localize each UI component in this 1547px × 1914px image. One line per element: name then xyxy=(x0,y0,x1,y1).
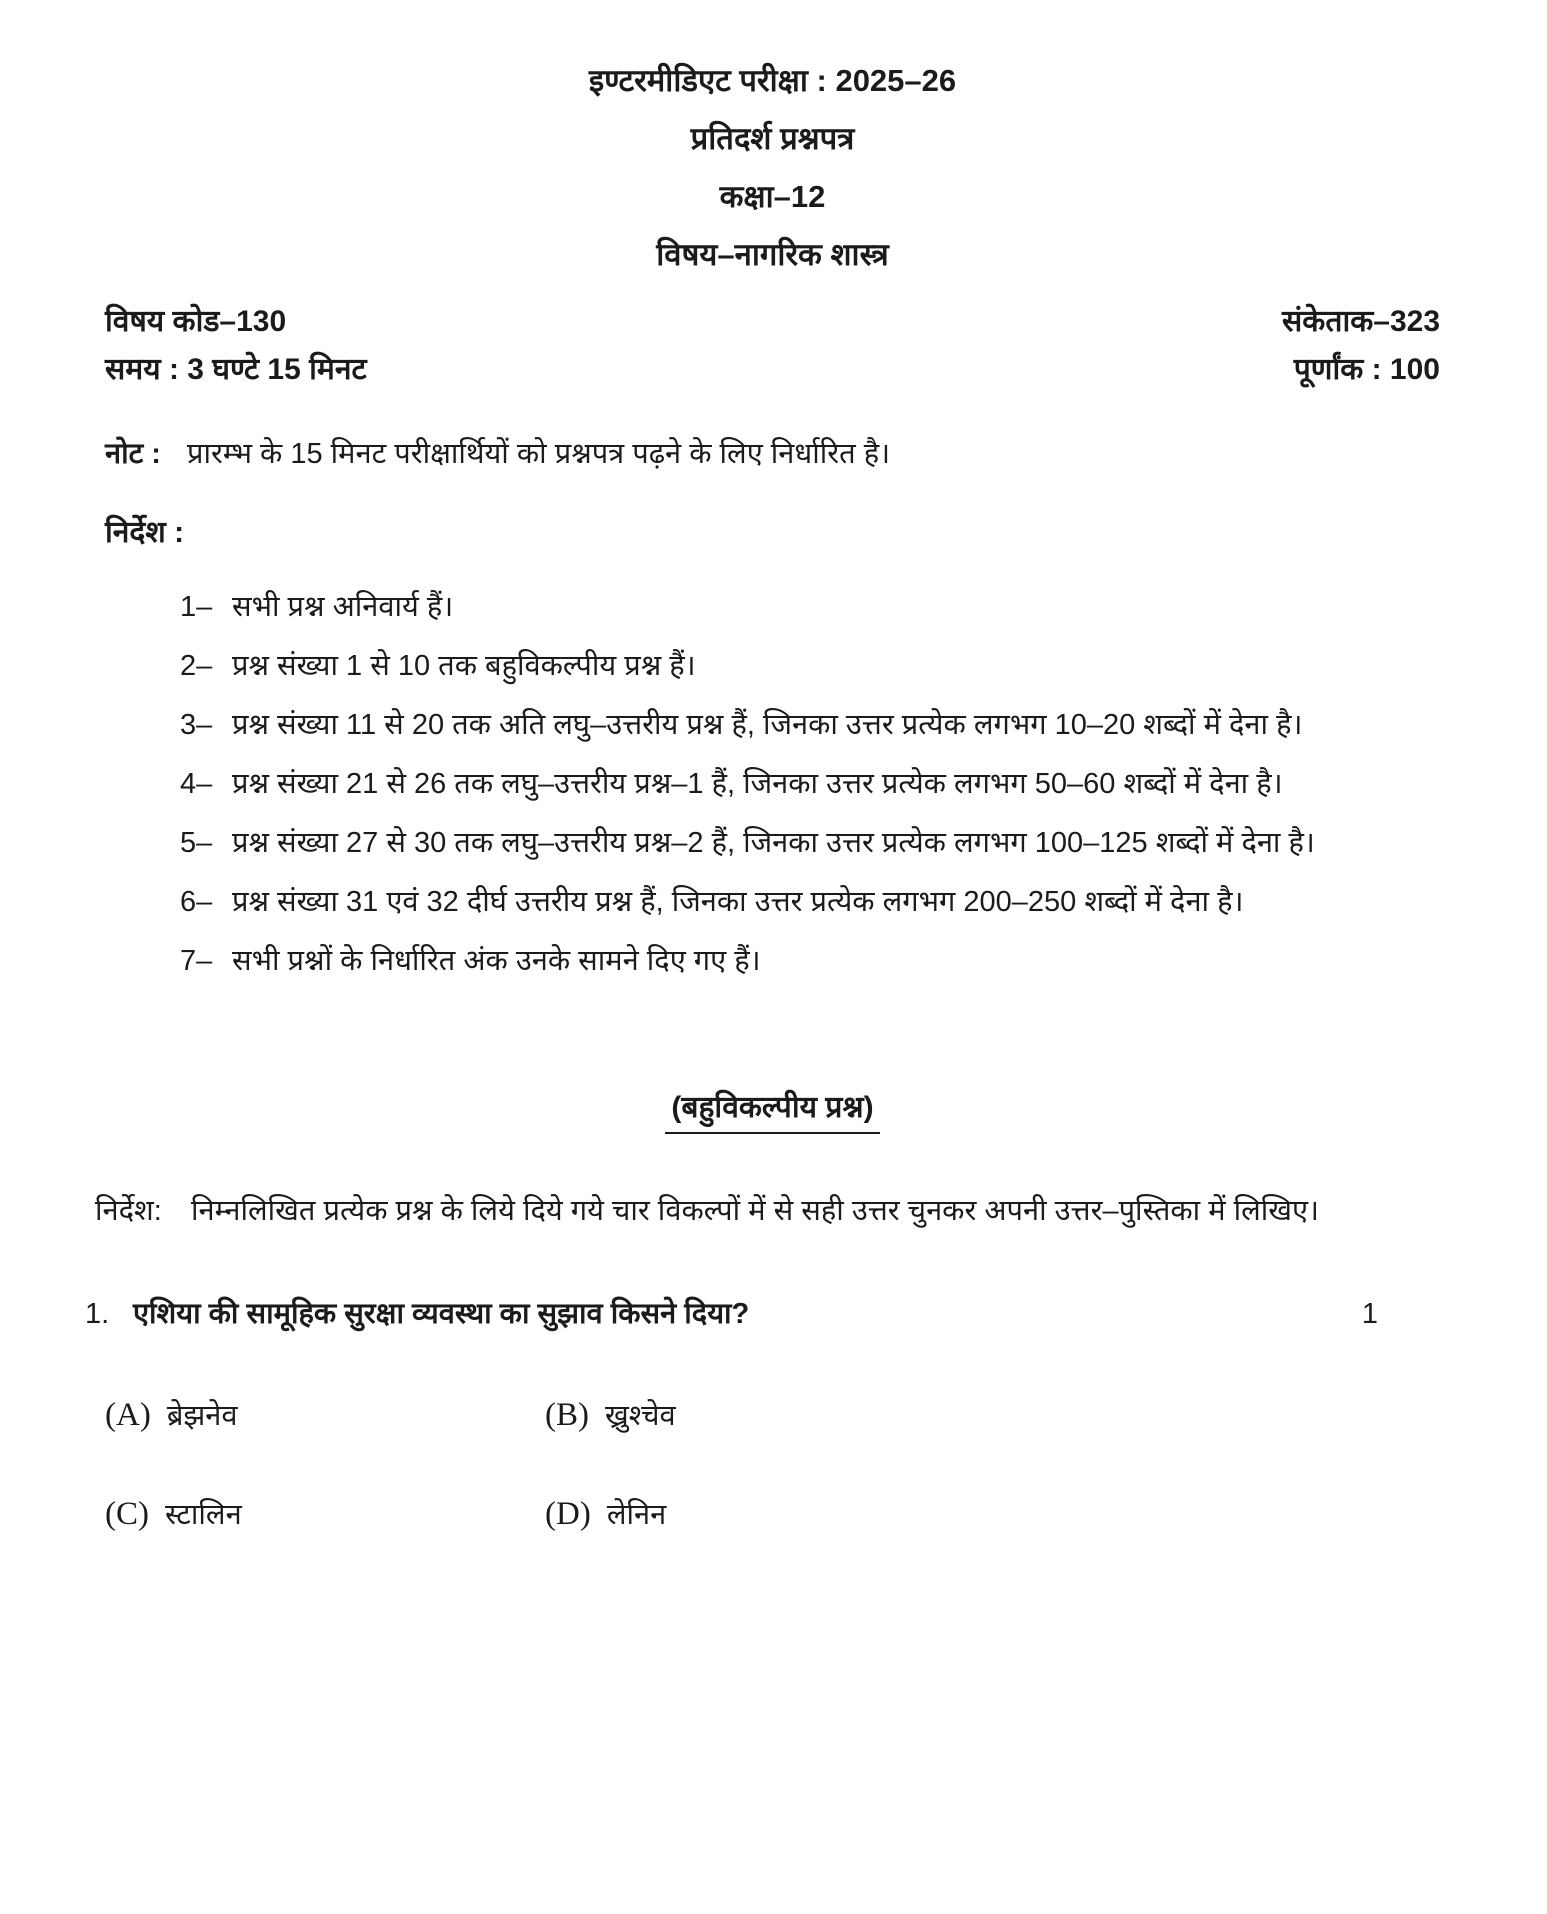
max-marks: पूर्णांक : 100 xyxy=(1293,353,1440,386)
option-c-text: स्टालिन xyxy=(165,1499,242,1531)
option-c xyxy=(105,1491,545,1538)
instruction-item xyxy=(180,638,1438,694)
instruction-item xyxy=(180,697,1438,753)
instruction-number: 3– xyxy=(180,709,213,741)
meta-block xyxy=(105,298,1440,394)
instruction-text: प्रश्न संख्या 21 से 26 तक लघु–उत्तरीय प्रश्न–1 हैं, जिनका उत्तर प्रत्येक लगभग 50–60 शब्दों में देना है। xyxy=(232,768,1283,800)
option-d-label: (D) xyxy=(545,1496,591,1532)
question-text: एशिया की सामूहिक सुरक्षा व्यवस्था का सुझाव किसने दिया? xyxy=(133,1298,750,1330)
instruction-number: 2– xyxy=(180,650,213,682)
mcq-direction xyxy=(95,1182,1440,1240)
instruction-number: 4– xyxy=(180,768,213,800)
question-1 xyxy=(85,1292,1440,1336)
mcq-direction-label: निर्देश: xyxy=(95,1195,162,1227)
question-number: 1. xyxy=(85,1298,110,1330)
instruction-text: प्रश्न संख्या 1 से 10 तक बहुविकल्पीय प्रश्न हैं। xyxy=(232,650,696,682)
instruction-item xyxy=(180,933,1438,989)
instruction-text: प्रश्न संख्या 11 से 20 तक अति लघु–उत्तरीय प्रश्न हैं, जिनका उत्तर प्रत्येक लगभग 10–20 शब्दों में देना है। xyxy=(232,709,1303,741)
note-row xyxy=(105,432,1440,476)
meta-row-1 xyxy=(105,298,1440,346)
question-marks: 1 xyxy=(1361,1298,1378,1330)
instruction-text: सभी प्रश्नों के निर्धारित अंक उनके सामने दिए गए हैं। xyxy=(232,945,761,977)
instruction-text: प्रश्न संख्या 27 से 30 तक लघु–उत्तरीय प्रश्न–2 हैं, जिनका उत्तर प्रत्येक लगभग 100–125 शब्दों में देना है। xyxy=(232,827,1315,859)
instruction-item xyxy=(180,756,1438,812)
mcq-direction-text: निम्नलिखित प्रत्येक प्रश्न के लिये दिये गये चार विकल्पों में से सही उत्तर चुनकर अपनी उत्तर–पुस्तिका में लिखिए। xyxy=(191,1195,1320,1227)
option-d-text: लेनिन xyxy=(606,1499,667,1531)
instructions-list xyxy=(180,579,1438,989)
instruction-item xyxy=(180,579,1438,635)
exam-title: इण्टरमीडिएट परीक्षा : 2025–26 xyxy=(588,63,957,98)
paper-type: प्रतिदर्श प्रश्नपत्र xyxy=(690,121,855,156)
mcq-section-header xyxy=(105,1085,1440,1134)
subject-code: विषय कोड–130 xyxy=(105,305,287,338)
instruction-number: 5– xyxy=(180,827,213,859)
instructions-heading: निर्देश : xyxy=(105,516,185,549)
meta-row-2 xyxy=(105,346,1440,394)
option-a xyxy=(105,1392,545,1439)
mcq-section-title: (बहुविकल्पीय प्रश्न) xyxy=(665,1085,879,1134)
instruction-text: प्रश्न संख्या 31 एवं 32 दीर्घ उत्तरीय प्रश्न हैं, जिनका उत्तर प्रत्येक लगभग 200–250 शब्दों में देना है। xyxy=(232,886,1244,918)
class-line: कक्षा–12 xyxy=(719,179,826,214)
instruction-item xyxy=(180,874,1438,930)
option-b xyxy=(545,1392,1440,1439)
option-d xyxy=(545,1491,1440,1538)
question-1-options xyxy=(105,1392,1440,1538)
instruction-item xyxy=(180,815,1438,871)
doc-header xyxy=(105,52,1440,284)
time-allowed: समय : 3 घण्टे 15 मिनट xyxy=(105,353,367,386)
instruction-text: सभी प्रश्न अनिवार्य हैं। xyxy=(232,591,454,623)
option-a-label: (A) xyxy=(105,1397,151,1433)
note-text: प्रारम्भ के 15 मिनट परीक्षार्थियों को प्रश्नपत्र पढ़ने के लिए निर्धारित है। xyxy=(187,438,891,470)
option-b-label: (B) xyxy=(545,1397,589,1433)
option-c-label: (C) xyxy=(105,1496,149,1532)
instruction-number: 6– xyxy=(180,886,213,918)
subject-line: विषय–नागरिक शास्त्र xyxy=(656,237,889,272)
instruction-number: 7– xyxy=(180,945,213,977)
instruction-number: 1– xyxy=(180,591,213,623)
paper-code: संकेताक–323 xyxy=(1282,305,1440,338)
note-label: नोट : xyxy=(105,438,161,470)
option-b-text: ख्रुश्चेव xyxy=(605,1400,676,1432)
option-a-text: ब्रेझनेव xyxy=(166,1400,238,1432)
